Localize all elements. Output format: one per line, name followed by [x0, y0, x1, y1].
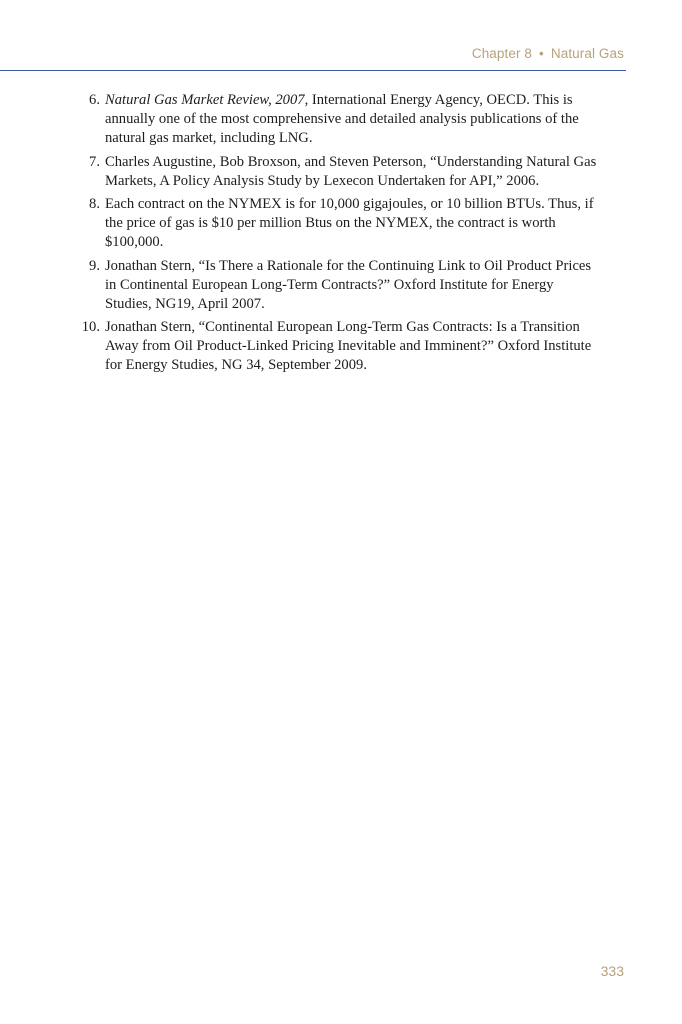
bullet-separator: •	[539, 46, 544, 61]
endnotes-list	[0, 91, 682, 380]
endnote-number: 8.	[89, 196, 100, 212]
endnote-number: 6.	[89, 92, 100, 108]
endnote-6	[0, 91, 603, 148]
endnote-text: , International Energy Agency, OECD. This is annually one of the most comprehensive and detailed analysis publications of the natural gas market, including LNG.	[105, 92, 579, 146]
endnote-text: Jonathan Stern, “Continental European Long-Term Gas Contracts: Is a Transition Away from Oil Product-Linked Pricing Inevitable and Imminent?” Oxford Institute for Energy Studies, NG 34, September 2009.	[105, 319, 592, 373]
endnote-title: Natural Gas Market Review, 2007	[105, 92, 305, 108]
endnote-text: Jonathan Stern, “Is There a Rationale for the Continuing Link to Oil Product Prices in Continental European Long-Term Contracts?” Oxford Institute for Energy Studies, NG19, April 2007.	[105, 257, 592, 312]
endnote-10	[0, 318, 603, 375]
endnote-number: 10.	[81, 319, 100, 335]
page-number: 333	[600, 963, 624, 979]
endnote-text: Each contract on the NYMEX is for 10,000 gigajoules, or 10 billion BTUs. Thus, if the price of gas is $10 per million Btus on the NYMEX, the contract is worth $100,000.	[105, 196, 594, 250]
endnote-9	[0, 257, 603, 314]
endnote-number: 9.	[89, 257, 100, 274]
endnote-number: 7.	[89, 153, 100, 170]
running-head	[472, 46, 624, 61]
endnote-8	[0, 195, 603, 252]
header-rule	[0, 70, 626, 71]
endnote-text: Charles Augustine, Bob Broxson, and Steven Peterson, “Understanding Natural Gas Markets, A Policy Analysis Study by Lexecon Undertaken for API,” 2006.	[105, 153, 597, 189]
endnote-7	[0, 153, 603, 191]
section-label: Natural Gas	[550, 46, 624, 61]
chapter-label: Chapter 8	[471, 46, 533, 61]
